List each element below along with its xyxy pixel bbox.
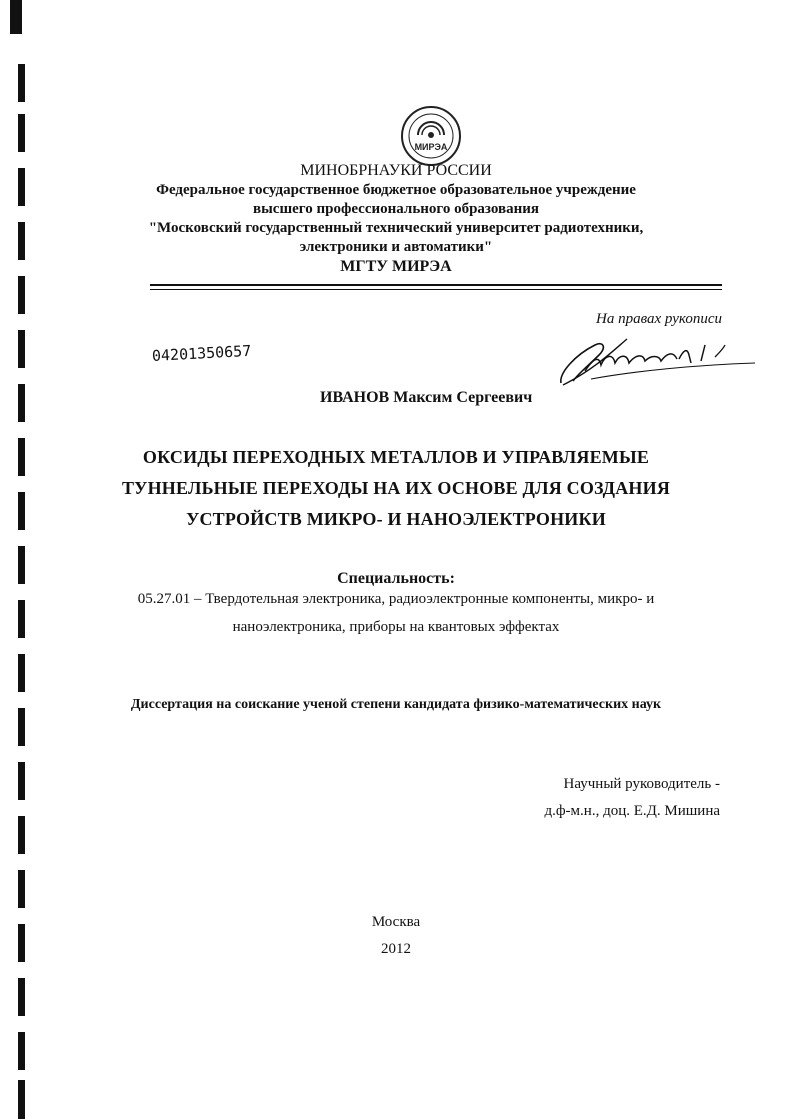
institution-line-4: электроники и автоматики" [299,239,493,255]
institution-line-2: высшего профессионального образования [252,201,539,217]
seal-icon [400,105,462,167]
specialty-line-1: 05.27.01 – Твердотельная электроника, радиоэлектронные компоненты, микро- и [137,591,655,607]
author-name: ИВАНОВ Максим Сергеевич [320,389,533,406]
city: Москва [371,914,421,930]
header-rule-bottom [150,289,722,290]
title-line-2: ТУННЕЛЬНЫЕ ПЕРЕХОДЫ НА ИХ ОСНОВЕ ДЛЯ СОЗДАНИЯ [121,478,671,498]
author-signature [555,325,760,390]
registration-number: 04201350657 [151,341,252,365]
university-seal [400,105,462,167]
specialty-heading: Специальность: [337,570,455,587]
signature-text: Иванов [555,325,559,326]
header-rule-top [150,284,722,286]
seal-label: МИРЭА [414,142,448,152]
institution-line-3: "Московский государственный технический университет радиотехники, [148,220,644,236]
supervisor-label: Научный руководитель - [563,776,720,792]
signature-icon [555,325,760,390]
institution-line-1: Федеральное государственное бюджетное образовательное учреждение [156,182,636,198]
title-line-1: ОКСИДЫ ПЕРЕХОДНЫХ МЕТАЛЛОВ И УПРАВЛЯЕМЫЕ [142,447,650,467]
year: 2012 [381,941,411,957]
manuscript-note: На правах рукописи [596,311,722,327]
title-line-3: УСТРОЙСТВ МИКРО- И НАНОЭЛЕКТРОНИКИ [186,509,606,529]
supervisor-name: д.ф-м.н., доц. Е.Д. Мишина [544,803,720,819]
institution-short-name: МГТУ МИРЭА [340,258,452,275]
specialty-line-2: наноэлектроника, приборы на квантовых эффектах [232,619,560,635]
ministry: МИНОБРНАУКИ РОССИИ [300,162,492,179]
dissertation-statement: Диссертация на соискание ученой степени кандидата физико-математических наук [130,697,662,712]
